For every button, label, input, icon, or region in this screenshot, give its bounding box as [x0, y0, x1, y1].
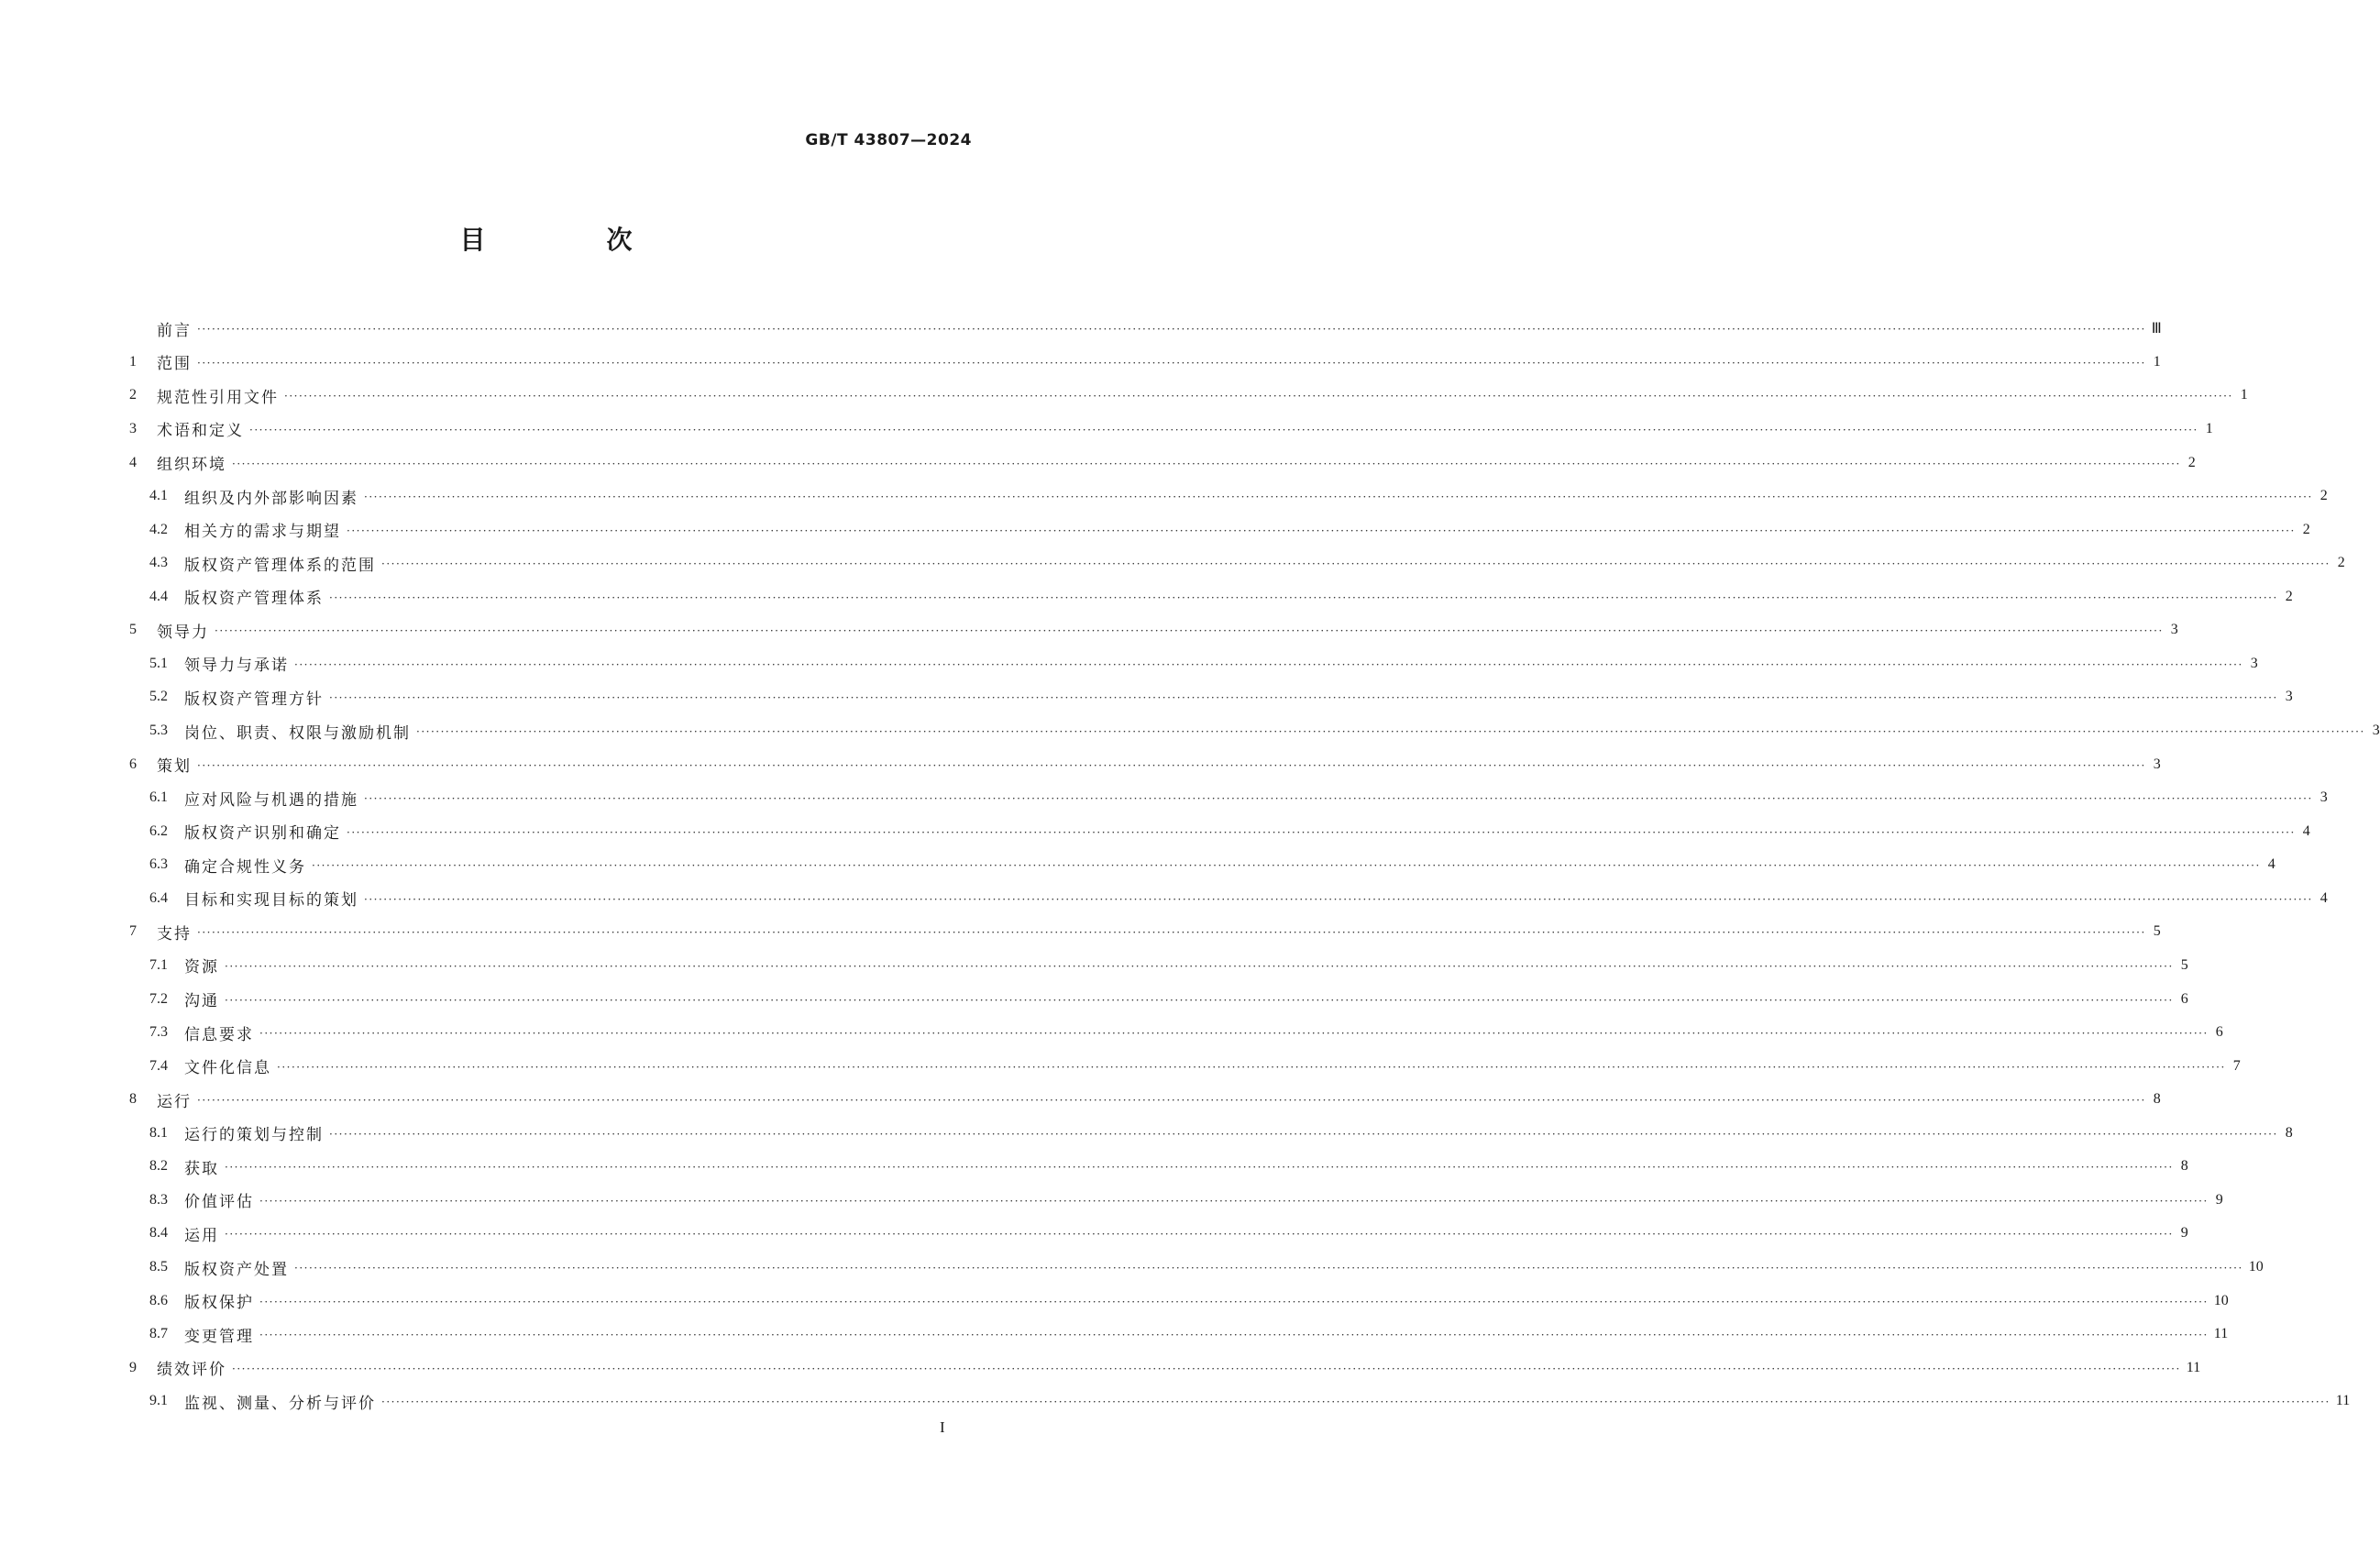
- toc-entry-page: 3: [2285, 689, 2293, 705]
- toc-entry[interactable]: [129, 647, 2258, 681]
- dot-leader: ················································································································································································································································································································································································································: [381, 1396, 2330, 1409]
- toc-entry-label: 前言: [157, 321, 192, 340]
- toc-entry-page: 8: [2285, 1124, 2293, 1141]
- toc-entry[interactable]: [129, 747, 2161, 781]
- page-title: 目 次: [459, 225, 680, 255]
- toc-entry-page: 10: [2248, 1259, 2264, 1275]
- toc-entry[interactable]: [129, 480, 2328, 513]
- toc-entry-number: 8.6: [149, 1292, 168, 1308]
- toc-entry-number: 5.3: [149, 723, 168, 739]
- dot-leader: ················································································································································································································································································································································································································: [364, 491, 2313, 504]
- toc-entry-label: 信息要求: [184, 1025, 254, 1044]
- toc-entry-label: 绩效评价: [157, 1361, 226, 1380]
- toc-entry[interactable]: [129, 1318, 2229, 1352]
- toc-entry-page: 2: [2319, 488, 2328, 504]
- toc-entry[interactable]: [129, 513, 2310, 546]
- toc-entry-page: 1: [2240, 387, 2248, 403]
- toc-entry-page: 7: [2232, 1057, 2241, 1074]
- toc-entry-label: 组织环境: [157, 456, 226, 475]
- toc-entry-label: 获取: [184, 1159, 219, 1178]
- toc-entry-number: 6.2: [149, 822, 168, 839]
- toc-entry-label: 资源: [184, 958, 219, 977]
- toc-entry-number: 7.4: [149, 1057, 168, 1074]
- toc-entry-page: 4: [2319, 889, 2328, 906]
- dot-leader: ················································································································································································································································································································································································································: [225, 993, 2174, 1007]
- dot-leader: ················································································································································································································································································································································································································: [225, 959, 2174, 973]
- toc-entry[interactable]: [129, 949, 2188, 983]
- toc-entry-number: 5: [129, 622, 137, 638]
- toc-entry-label: 版权资产管理体系: [184, 590, 324, 609]
- toc-entry[interactable]: [129, 1117, 2293, 1151]
- toc-entry-page: 2: [2337, 555, 2345, 571]
- toc-entry-label: 运用: [184, 1226, 219, 1245]
- toc-entry[interactable]: [129, 1251, 2264, 1285]
- toc-entry-label: 领导力与承诺: [184, 657, 289, 676]
- toc-entry-label: 规范性引用文件: [157, 388, 279, 407]
- toc-entry-page: 9: [2215, 1191, 2223, 1208]
- toc-entry-number: 5.2: [149, 689, 168, 705]
- toc-entry[interactable]: [129, 882, 2328, 916]
- dot-leader: ················································································································································································································································································································································································································: [225, 1228, 2174, 1242]
- toc-entry[interactable]: [129, 580, 2293, 614]
- toc-entry-number: 5.1: [149, 655, 168, 671]
- dot-leader: ················································································································································································································································································································································································································: [259, 1194, 2209, 1208]
- toc-entry-page: 8: [2180, 1158, 2188, 1175]
- dot-leader: ················································································································································································································································································································································································································: [197, 926, 2146, 940]
- toc-entry-page: 1: [2153, 353, 2161, 370]
- toc-entry[interactable]: [129, 848, 2275, 882]
- toc-entry[interactable]: [129, 714, 2380, 748]
- toc-entry-page: 2: [2302, 521, 2310, 537]
- toc-entry-page: Ⅲ: [2151, 321, 2162, 337]
- dot-leader: ················································································································································································································································································································································································································: [225, 1161, 2174, 1175]
- toc-entry-page: 3: [2250, 655, 2258, 671]
- toc-entry-number: 8.1: [149, 1124, 168, 1141]
- toc-entry-page: 9: [2180, 1225, 2188, 1242]
- toc-entry[interactable]: [129, 346, 2161, 380]
- toc-entry-label: 运行的策划与控制: [184, 1126, 324, 1145]
- toc-entry-page: 6: [2180, 990, 2188, 1007]
- toc-entry-page: 8: [2153, 1091, 2161, 1108]
- dot-leader: ················································································································································································································································································································································································································: [215, 624, 2164, 638]
- toc-entry-number: 8.3: [149, 1191, 168, 1208]
- toc-entry-label: 版权资产管理体系的范围: [184, 556, 376, 575]
- toc-entry-label: 监视、测量、分析与评价: [184, 1394, 376, 1413]
- dot-leader: ················································································································································································································································································································································································································: [347, 825, 2296, 839]
- toc-entry-label: 目标和实现目标的策划: [184, 891, 358, 910]
- toc-entry[interactable]: [129, 1385, 2351, 1418]
- toc-entry-number: 7.2: [149, 990, 168, 1007]
- toc-entry-page: 11: [2213, 1326, 2229, 1342]
- toc-entry-label: 运行: [157, 1092, 192, 1111]
- toc-entry-number: 4.1: [149, 488, 168, 504]
- toc-entry-number: 4.3: [149, 555, 168, 571]
- dot-leader: ················································································································································································································································································································································································································: [232, 1362, 2181, 1375]
- dot-leader: ················································································································································································································································································································································································································: [364, 792, 2313, 806]
- toc-entry-number: 7.1: [149, 956, 168, 973]
- toc-entry[interactable]: [129, 781, 2328, 815]
- dot-leader: ················································································································································································································································································································································································································: [364, 892, 2313, 906]
- standard-number: GB/T 43807—2024: [805, 131, 972, 149]
- dot-leader: ················································································································································································································································································································································································································: [329, 691, 2278, 705]
- toc-entry[interactable]: [129, 1351, 2201, 1385]
- toc-entry-label: 相关方的需求与期望: [184, 523, 341, 542]
- toc-entry[interactable]: [129, 1150, 2188, 1184]
- toc-entry-number: 8.4: [149, 1225, 168, 1242]
- toc-entry[interactable]: [129, 1083, 2161, 1117]
- toc-entry[interactable]: [129, 1217, 2188, 1251]
- toc-entry[interactable]: [129, 312, 2162, 346]
- toc-entry-label: 版权资产处置: [184, 1260, 289, 1279]
- dot-leader: ················································································································································································································································································································································································································: [197, 1094, 2146, 1108]
- toc-entry-page: 1: [2205, 420, 2213, 436]
- dot-leader: ················································································································································································································································································································································································································: [312, 859, 2261, 873]
- toc-entry-label: 术语和定义: [157, 422, 244, 441]
- dot-leader: ················································································································································································································································································································································································································: [259, 1329, 2209, 1342]
- table-of-contents: [129, 312, 2380, 1418]
- toc-entry-number: 7.3: [149, 1024, 168, 1041]
- page-number: I: [940, 1418, 945, 1436]
- toc-entry-number: 6: [129, 756, 137, 772]
- toc-entry-label: 范围: [157, 355, 192, 374]
- toc-entry-label: 沟通: [184, 992, 219, 1011]
- toc-entry[interactable]: [129, 413, 2213, 447]
- dot-leader: ················································································································································································································································································································································································································: [381, 557, 2330, 571]
- toc-entry-label: 文件化信息: [184, 1059, 271, 1078]
- toc-entry-page: 11: [2335, 1393, 2351, 1409]
- dot-leader: ················································································································································································································································································································································································································: [294, 657, 2243, 671]
- toc-entry-number: 8: [129, 1091, 137, 1108]
- toc-entry-label: 变更管理: [184, 1327, 254, 1346]
- toc-entry-page: 5: [2180, 956, 2188, 973]
- toc-entry-page: 5: [2153, 923, 2161, 940]
- toc-entry[interactable]: [129, 982, 2188, 1016]
- dot-leader: ················································································································································································································································································································································································································: [416, 725, 2365, 739]
- toc-entry-number: 2: [129, 387, 137, 403]
- toc-entry-label: 确定合规性义务: [184, 857, 306, 877]
- toc-entry[interactable]: [129, 379, 2248, 413]
- toc-entry-page: 4: [2267, 856, 2275, 873]
- toc-entry-number: 8.7: [149, 1326, 168, 1342]
- toc-entry-number: 6.4: [149, 889, 168, 906]
- dot-leader: ················································································································································································································································································································································································································: [232, 457, 2181, 470]
- toc-entry[interactable]: [129, 446, 2196, 480]
- toc-entry-page: 10: [2213, 1292, 2229, 1308]
- toc-entry-page: 3: [2153, 756, 2161, 772]
- toc-entry-page: 4: [2302, 822, 2310, 839]
- toc-entry-label: 价值评估: [184, 1193, 254, 1212]
- toc-entry-page: 3: [2319, 789, 2328, 806]
- toc-entry-number: 1: [129, 353, 137, 370]
- toc-entry-page: 6: [2215, 1024, 2223, 1041]
- dot-leader: ················································································································································································································································································································································································································: [329, 1127, 2278, 1141]
- toc-entry-number: 3: [129, 420, 137, 436]
- dot-leader: ················································································································································································································································································································································································································: [197, 356, 2146, 370]
- toc-entry-page: 3: [2372, 723, 2380, 739]
- toc-entry[interactable]: [129, 915, 2161, 949]
- dot-leader: ················································································································································································································································································································································································································: [347, 524, 2296, 537]
- toc-entry-number: 9.1: [149, 1393, 168, 1409]
- toc-entry-label: 版权保护: [184, 1294, 254, 1313]
- toc-entry-number: 6.3: [149, 856, 168, 873]
- toc-entry-page: 2: [2187, 454, 2196, 470]
- toc-entry-page: 3: [2170, 622, 2178, 638]
- dot-leader: ················································································································································································································································································································································································································: [259, 1295, 2209, 1308]
- dot-leader: ················································································································································································································································································································································································································: [294, 1262, 2243, 1275]
- dot-leader: ················································································································································································································································································································································································································: [284, 390, 2233, 403]
- toc-entry[interactable]: [129, 814, 2310, 848]
- dot-leader: ················································································································································································································································································································································································································: [249, 423, 2198, 436]
- toc-entry-label: 策划: [157, 757, 192, 777]
- toc-entry[interactable]: [129, 613, 2178, 647]
- toc-entry-number: 8.2: [149, 1158, 168, 1175]
- toc-entry[interactable]: [129, 1184, 2223, 1218]
- toc-entry-number: 8.5: [149, 1259, 168, 1275]
- toc-entry-label: 版权资产管理方针: [184, 690, 324, 709]
- toc-entry-number: 6.1: [149, 789, 168, 806]
- toc-entry-page: 2: [2285, 588, 2293, 604]
- toc-entry[interactable]: [129, 1049, 2241, 1083]
- dot-leader: ················································································································································································································································································································································································································: [197, 323, 2146, 337]
- toc-entry-number: 7: [129, 923, 137, 940]
- toc-entry-label: 应对风险与机遇的措施: [184, 790, 358, 810]
- dot-leader: ················································································································································································································································································································································································································: [277, 1060, 2226, 1074]
- dot-leader: ················································································································································································································································································································································································································: [259, 1027, 2209, 1041]
- toc-entry-label: 组织及内外部影响因素: [184, 489, 358, 508]
- toc-entry-number: 4: [129, 454, 137, 470]
- dot-leader: ················································································································································································································································································································································································································: [197, 758, 2146, 772]
- toc-entry-label: 领导力: [157, 623, 209, 642]
- toc-entry[interactable]: [129, 680, 2293, 714]
- toc-entry-label: 岗位、职责、权限与激励机制: [184, 723, 411, 743]
- toc-entry-number: 4.4: [149, 588, 168, 604]
- toc-entry-page: 11: [2186, 1359, 2201, 1375]
- toc-entry[interactable]: [129, 1016, 2223, 1050]
- dot-leader: ················································································································································································································································································································································································································: [329, 590, 2278, 604]
- toc-entry-label: 版权资产识别和确定: [184, 824, 341, 844]
- toc-entry-number: 4.2: [149, 521, 168, 537]
- toc-entry-label: 支持: [157, 924, 192, 944]
- toc-entry[interactable]: [129, 1284, 2229, 1318]
- toc-entry-number: 9: [129, 1359, 137, 1375]
- toc-entry[interactable]: [129, 546, 2345, 580]
